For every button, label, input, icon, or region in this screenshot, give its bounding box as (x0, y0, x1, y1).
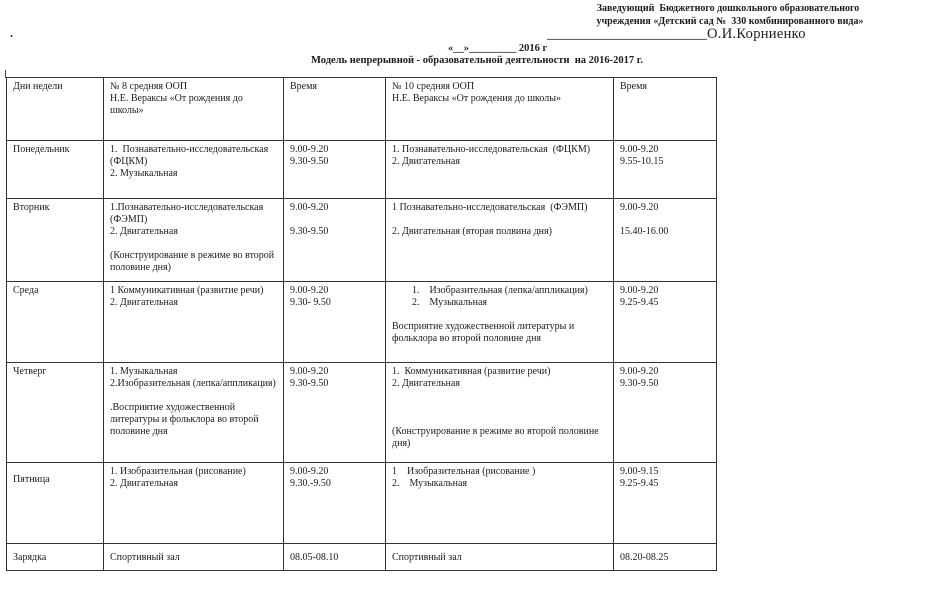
friday-group8-activities: 1. Изобразительная (рисование) 2. Двигательная (104, 463, 284, 544)
signature-underscores: ________________________________ (547, 30, 707, 41)
header-time10: Время (614, 78, 717, 141)
approval-line-1: Заведующий Бюджетного дошкольного образовательного (596, 3, 860, 14)
tuesday-group10-activities: 1 Познавательно-исследовательская (ФЭМП) 2. Двигательная (вторая полвина дня) (386, 199, 614, 282)
friday-group10-time: 9.00-9.15 9.25-9.45 (614, 463, 717, 544)
exercise-group8-location: Спортивный зал (104, 544, 284, 571)
thursday-group10-activities: 1. Коммуникативная (развитие речи) 2. Двигательная (Конструирование в режиме во второй половине дня) (386, 363, 614, 463)
row-wednesday (7, 282, 717, 363)
header-group10: № 10 средняя ООП Н.Е. Вераксы «От рождения до школы» (386, 78, 614, 141)
row-tuesday (7, 199, 717, 282)
exercise-group10-time: 08.20-08.25 (614, 544, 717, 571)
wednesday-group10-activities: 1. Изобразительная (лепка/аппликация) 2. Музыкальная Восприятие художественной литературы и фольклора во второй половине дня (386, 282, 614, 363)
header-days: Дни недели (7, 78, 104, 141)
header-row (7, 78, 717, 141)
document-title: Модель непрерывной - образовательной деятельности на 2016-2017 г. (310, 55, 644, 66)
monday-group10-time: 9.00-9.20 9.55-10.15 (614, 141, 717, 199)
tuesday-group10-time: 9.00-9.20 15.40-16.00 (614, 199, 717, 282)
tuesday-day-cell: Вторник (7, 199, 104, 282)
row-friday (7, 463, 717, 544)
monday-group10-activities: 1. Познавательно-исследовательская (ФЦКМ) 2. Двигательная (386, 141, 614, 199)
exercise-day-cell: Зарядка (7, 544, 104, 571)
thursday-group8-time: 9.00-9.20 9.30-9.50 (284, 363, 386, 463)
corner-dot: . (10, 26, 13, 40)
signatory-name: О.И.Корниенко (707, 26, 806, 42)
wednesday-group8-time: 9.00-9.20 9.30- 9.50 (284, 282, 386, 363)
monday-group8-time: 9.00-9.20 9.30-9.50 (284, 141, 386, 199)
thursday-group10-time: 9.00-9.20 9.30-9.50 (614, 363, 717, 463)
row-thursday (7, 363, 717, 463)
approval-line-2: учреждения «Детский сад № 330 комбинированного вида» (596, 16, 864, 27)
monday-group8-activities: 1. Познавательно-исследовательская (ФЦКМ) 2. Музыкальная (104, 141, 284, 199)
row-exercise (7, 544, 717, 571)
approval-date-line: «__»_________ 2016 г (448, 43, 548, 54)
exercise-group10-location: Спортивный зал (386, 544, 614, 571)
header-group8: № 8 средняя ООП Н.Е. Вераксы «От рождения до школы» (104, 78, 284, 141)
monday-day-cell: Понедельник (7, 141, 104, 199)
wednesday-group8-activities: 1 Коммуникативная (развитие речи) 2. Двигательная (104, 282, 284, 363)
thursday-group8-activities: 1. Музыкальная 2.Изобразительная (лепка/аппликация) .Восприятие художественной литературы и фольклора во второй половине дня (104, 363, 284, 463)
thursday-day-cell: Четверг (7, 363, 104, 463)
tuesday-group8-time: 9.00-9.20 9.30-9.50 (284, 199, 386, 282)
tuesday-group8-activities: 1.Познавательно-исследовательская (ФЭМП) 2. Двигательная (Конструирование в режиме во второй половине дня) (104, 199, 284, 282)
friday-group10-activities: 1 Изобразительная (рисование ) 2. Музыкальная (386, 463, 614, 544)
row-monday (7, 141, 717, 199)
header-time8: Время (284, 78, 386, 141)
friday-group8-time: 9.00-9.20 9.30.-9.50 (284, 463, 386, 544)
signature-line (547, 26, 917, 43)
wednesday-group10-time: 9.00-9.20 9.25-9.45 (614, 282, 717, 363)
wednesday-day-cell: Среда (7, 282, 104, 363)
schedule-table (6, 77, 717, 571)
exercise-group8-time: 08.05-08.10 (284, 544, 386, 571)
friday-day-cell: Пятница (7, 463, 104, 544)
